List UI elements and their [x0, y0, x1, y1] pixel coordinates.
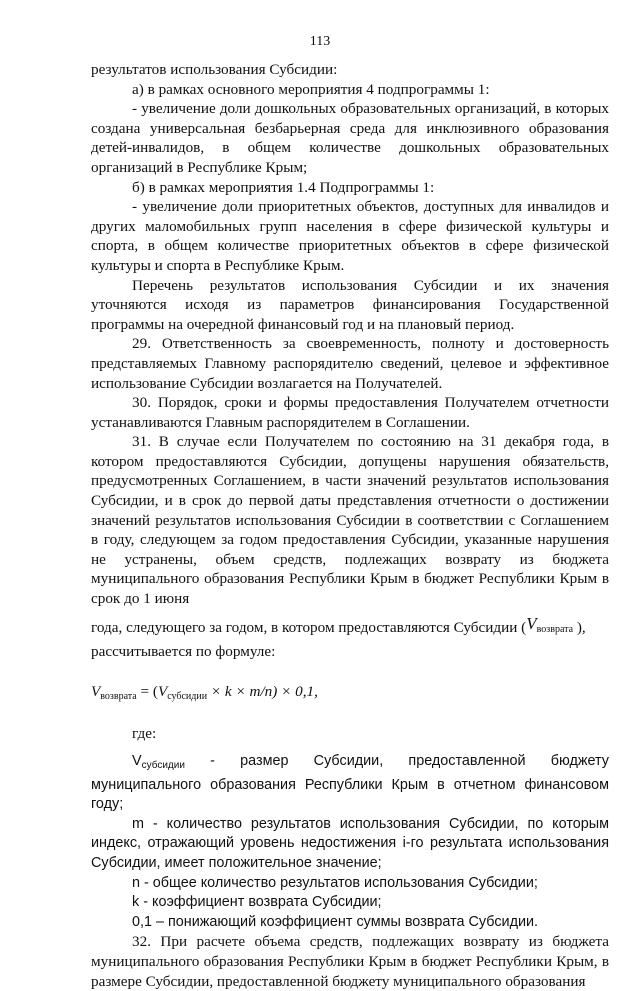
definition-01: 0,1 – понижающий коэффициент суммы возврата Субсидии. [132, 913, 539, 930]
paragraph: б) в рамках мероприятия 1.4 Подпрограммы 1: [132, 178, 435, 196]
paragraph: 29. Ответственность за своевременность, полноту и достоверность представляемых Главному распорядителю сведений, целевое и эффективное использование Субсидии возлагается на Получателей. [91, 335, 609, 392]
text-run: года, следующего за годом, в котором предоставляются Субсидии ( [91, 618, 527, 636]
formula-rest: × k × m/n) × 0,1, [207, 682, 318, 700]
formula-v: V [91, 682, 101, 700]
definition-k: k - коэффициент возврата Субсидии; [132, 894, 382, 911]
paragraph: 32. При расчете объема средств, подлежащих возврату из бюджета муниципального образования Республики Крым в бюджет Республики Крым, в размере Субсидии, предоставленной бюджету муниципального образования [91, 933, 609, 990]
formula-subscript: возврата [536, 623, 574, 635]
paragraph: - увеличение доли приоритетных объектов, доступных для инвалидов и других маломобильных групп населения в сфере физической культуры и спорта, в общем количестве приоритетных объектов в сфере физической культуры и спорта в Республике Крым. [91, 198, 609, 274]
formula-subscript: субсидии [167, 690, 208, 702]
paragraph: Перечень результатов использования Субсидии и их значения уточняются исходя из параметров финансирования Государственной программы на очередной финансовый год и на плановый период. [91, 276, 609, 333]
definition-v [91, 752, 609, 815]
formula-v: V [157, 682, 168, 700]
formula [91, 682, 609, 707]
formula-subscript: субсидии [141, 760, 185, 771]
paragraph: результатов использования Субсидии: [91, 61, 338, 78]
formula-subscript: возврата [100, 690, 137, 702]
definition-n: n - общее количество результатов использования Субсидии; [132, 874, 538, 891]
definition-symbol: V [132, 753, 142, 769]
paragraph: а) в рамках основного мероприятия 4 подпрограммы 1: [132, 80, 490, 98]
paragraph: 30. Порядок, сроки и формы предоставления Получателем отчетности устанавливаются Главным распорядителем в Соглашении. [91, 394, 609, 431]
v-return-symbol [526, 614, 573, 633]
page-number: 113 [309, 34, 331, 49]
formula-v: V [526, 613, 537, 633]
paragraph: рассчитывается по формуле: [91, 643, 276, 661]
paragraph: 31. В случае если Получателем по состоянию на 31 декабря года, в котором предоставляются Субсидии, допущены нарушения обязательств, предусмотренных Соглашением, в части значений результатов использования Субсидии, и в срок до первой даты представления отчетности о достижении значений результатов использования Субсидии в соответствии с Соглашением в году, следующем за годом предоставления Субсидии, указанные нарушения не устранены, объем средств, подлежащих возврату из бюджета муниципального образования Республики Крым в бюджет Республики Крым в срок до 1 июня [91, 433, 609, 608]
definition-m: m - количество результатов использования Субсидии, по которым индекс, отражающий уровень недостижения i-го результата использования Субсидии, имеет положительное значение; [91, 815, 609, 871]
paragraph: где: [132, 725, 157, 743]
formula-operator: = ( [136, 682, 158, 700]
paragraph: - увеличение доли дошкольных образовательных организаций, в которых создана универсальная безбарьерная среда для инклюзивного образования детей-инвалидов, в общем количестве дошкольных образовательных организаций в Республике Крым; [91, 100, 609, 176]
text-run: ), [576, 618, 586, 636]
document-body [91, 60, 609, 991]
paragraph [91, 613, 609, 643]
definition-text: - размер Субсидии, предоставленной бюджету муниципального образования Республики Крым в отчетном финансовом году; [91, 753, 609, 813]
spacer [91, 744, 609, 752]
